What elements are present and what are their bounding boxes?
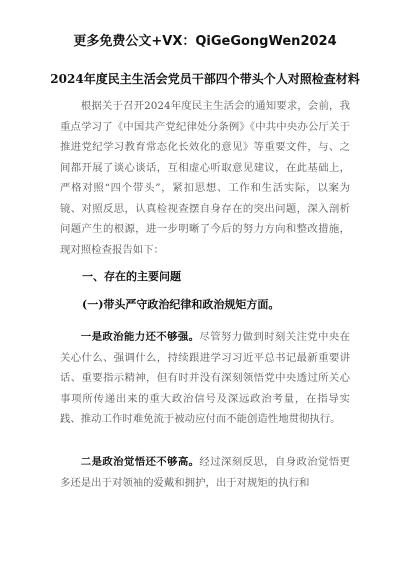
- document-title: 2024年度民主生活会党员干部四个带头个人对照检查材料: [50, 72, 360, 86]
- point-text-2: 经过深刻反思，自身政治觉悟更多还是出于对领袖的爱戴和拥护，出于对规矩的执行和: [60, 456, 351, 489]
- point-lead-1: 一是政治能力还不够强。: [80, 331, 200, 343]
- section-heading: 一、存在的主要问题: [82, 270, 181, 283]
- promo-banner: 更多免费公文+VX：QiGeGongWen2024: [73, 34, 337, 49]
- subsection-heading: (一)带头严守政治纪律和政治规矩方面。: [82, 298, 280, 311]
- intro-paragraph: 根据关于召开2024年度民主生活会的通知要求，会前，我重点学习了《中国共产党纪律处分条例》《中共中央办公厅关于推进党纪学习教育常态化长效化的意见》等重要文件，与、之间都开展了谈心谈话，互相虚心听取意见建议，在此基础上，严格对照“四个带头”，紧扣思想、工作和生活实际，以案为镜、对照反思，认真检视查摆自身存在的突出问题，深入剖析问题产生的根源，进一步明晰了今后的努力方向和整改措施，现对照检查报告如下：: [60, 100, 350, 256]
- point-text-1: 尽管努力做到时刻关注党中央在关心什么、强调什么，持续跟进学习习近平总书记最新重要讲话、重要指示精神，但有时并没有深刻领悟党中央透过所关心事项所传递出来的重大政治信号及深远政治考量，在指导实践、推动工作时难免流于被动应付而不能创造性地贯彻执行。: [60, 331, 351, 425]
- point-paragraph-1: [60, 327, 350, 430]
- point-paragraph-2: [60, 452, 350, 493]
- point-lead-2: 二是政治觉悟还不够高。: [80, 456, 200, 468]
